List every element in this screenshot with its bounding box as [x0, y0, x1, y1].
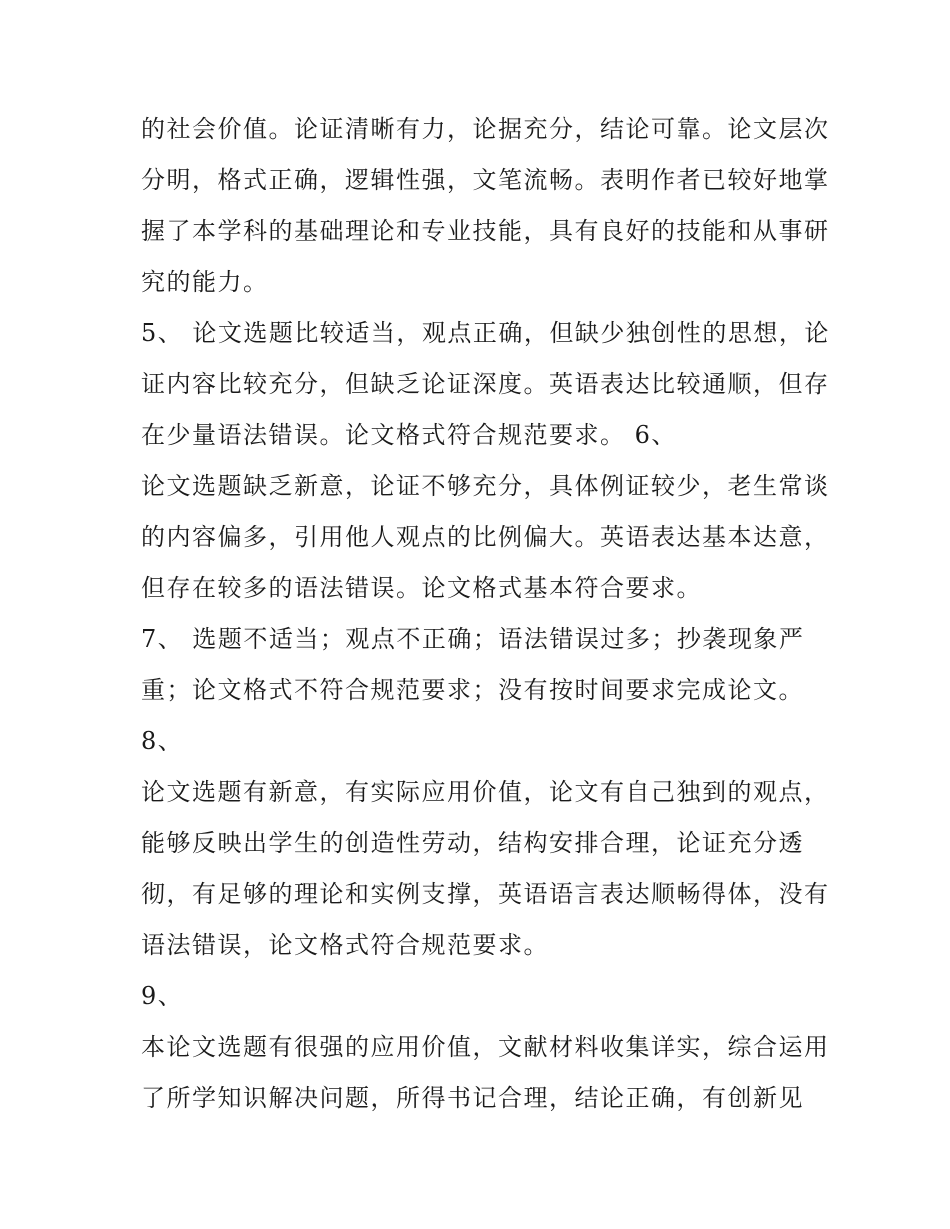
text-line: 彻，有足够的理论和实例支撑，英语语言表达顺畅得体，没有: [141, 880, 830, 908]
text-line: 语法错误，论文格式符合规范要求。: [141, 931, 549, 959]
text-line: 能够反映出学生的创造性劳动，结构安排合理，论证充分透: [141, 829, 804, 857]
text-line: 究的能力。: [141, 268, 269, 296]
item-5-line: 5、 论文选题比较适当，观点正确，但缺少独创性的思想，论: [141, 319, 830, 347]
text-line: 握了本学科的基础理论和专业技能，具有良好的技能和从事研: [141, 217, 830, 245]
item-6-line: 论文选题缺乏新意，论证不够充分，具体例证较少，老生常谈: [141, 472, 830, 500]
text-line: 证内容比较充分，但缺乏论证深度。英语表达比较通顺，但存: [141, 370, 830, 398]
text-line: 本论文选题有很强的应用价值，文献材料收集详实，综合运用: [141, 1033, 830, 1061]
text-line: 分明，格式正确，逻辑性强，文笔流畅。表明作者已较好地掌: [141, 166, 830, 194]
text-line: 的内容偏多，引用他人观点的比例偏大。英语表达基本达意，: [141, 523, 830, 551]
text-line: 论文选题有新意，有实际应用价值，论文有自己独到的观点，: [141, 778, 830, 806]
text-line: 了所学知识解决问题，所得书记合理，结论正确，有创新见: [141, 1084, 804, 1112]
item-9-marker: 9、: [141, 982, 184, 1010]
item-8-marker: 8、: [141, 727, 184, 755]
item-7-line: 7、 选题不适当；观点不正确；语法错误过多；抄袭现象严: [141, 625, 805, 653]
text-line: 但存在较多的语法错误。论文格式基本符合要求。: [141, 574, 702, 602]
text-line: 重；论文格式不符合规范要求；没有按时间要求完成论文。: [141, 676, 804, 704]
text-line: 的社会价值。论证清晰有力，论据充分，结论可靠。论文层次: [141, 115, 830, 143]
text-line: 在少量语法错误。论文格式符合规范要求。 6、: [141, 421, 677, 449]
